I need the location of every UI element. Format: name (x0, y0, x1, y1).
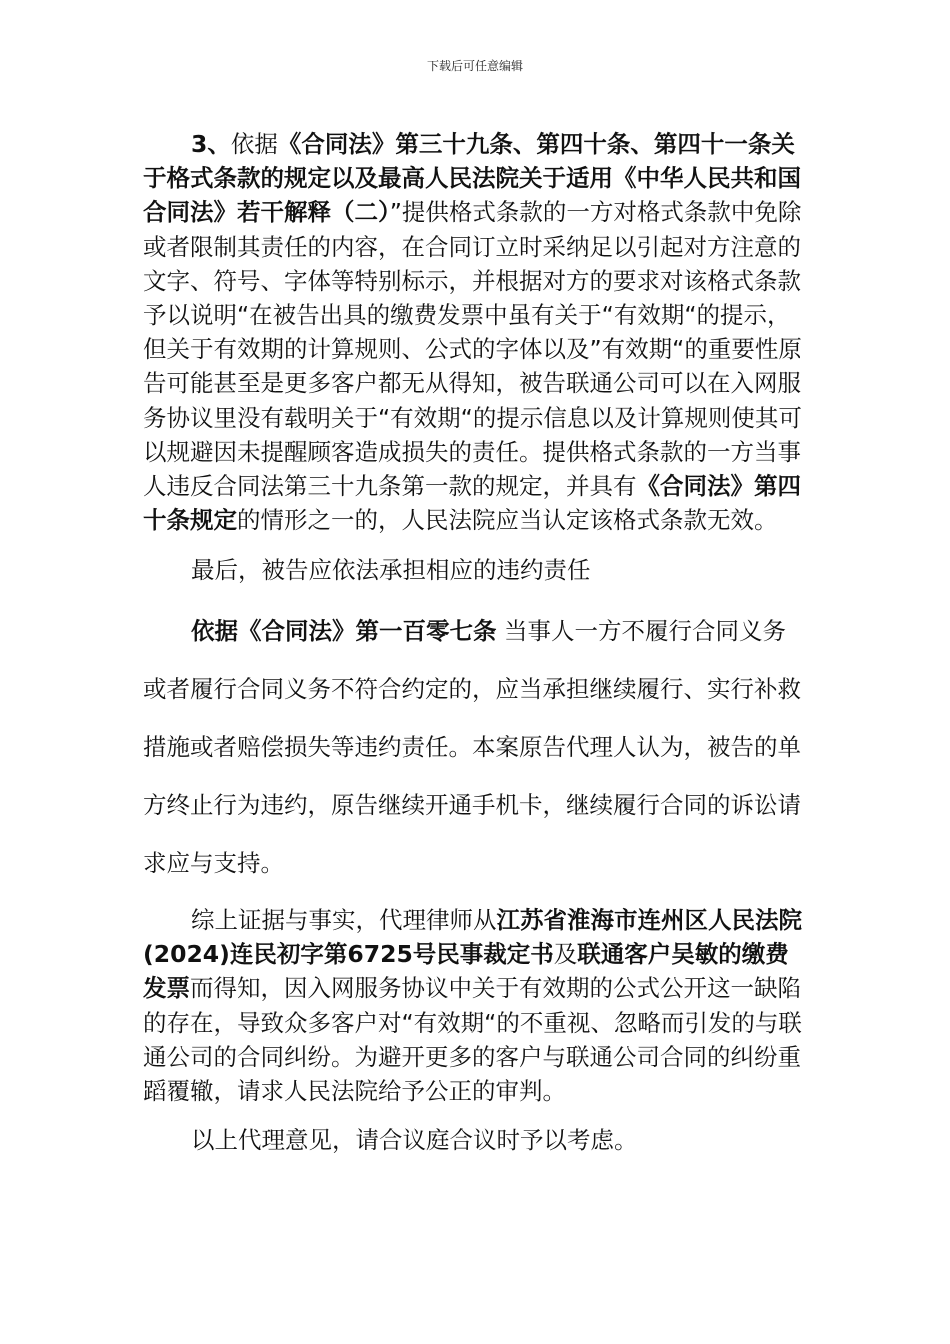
paragraph-format-clause (143, 127, 807, 537)
paragraph-liability (143, 553, 807, 587)
text-run: 最后，被告应依法承担相应的违约责任 (191, 556, 591, 584)
paragraph-closing (143, 1123, 807, 1157)
text-run: 当事人一方不履行合同义务或者履行合同义务不符合约定的，应当承担继续履行、实行补救措施或者赔偿损失等违约责任。本案原告代理人认为，被告的单方终止行为违约，原告继续开通手机卡，继续履行合同的诉讼请求应与支持。 (143, 617, 801, 877)
paragraph-article-107 (143, 602, 807, 892)
court-ruling-reference: 江苏省淮海市连州区人民法院(2024)连民初字第6725号民事裁定书 (143, 906, 802, 969)
law-citation: 《合同法》第四十条规定 (143, 472, 801, 535)
page-header: 下载后可任意编辑 (426, 59, 523, 73)
text-run: 的情形之一的，人民法院应当认定该格式条款无效。 (237, 506, 778, 535)
text-run: 而得知，因入网服务协议中关于有效期的公式公开这一缺陷的存在，导致众多客户对“有效期“的不重视、忽略而引发的与联通公司的合同纠纷。为避开更多的客户与联通公司合同的纠纷重蹈覆辙，请求人民法院给予公正的审判。 (143, 974, 802, 1106)
invoice-reference: 联通客户吴敏的缴费发票 (143, 940, 789, 1003)
text-run: ”提供格式条款的一方对格式条款中免除或者限制其责任的内容，在合同订立时采纳足以引起对方注意的文字、符号、字体等特别标示，并根据对方的要求对该格式条款予以说明“在被告出具的缴费发票中虽有关于“有效期“的提示，但关于有效期的计算规则、公式的字体以及”有效期“的重要性原告可能甚至是更多客户都无从得知，被告联通公司可以在入网服务协议里没有载明关于“有效期“的提示信息以及计算规则使其可以规避因未提醒顾客造成损失的责任。提供格式条款的一方当事人违反合同法第三十九条第一款的规定，并具有 (143, 198, 802, 501)
text-run: 依据 (230, 130, 278, 158)
text-run: 综上证据与事实，代理律师从 (191, 906, 497, 934)
item-number: 3、 (191, 130, 231, 158)
law-citation: 依据《合同法》第一百零七条 (191, 617, 497, 645)
paragraph-conclusion (143, 903, 807, 1108)
text-run: 以上代理意见，请合议庭合议时予以考虑。 (191, 1126, 638, 1154)
law-citation: 《合同法》第三十九条、第四十条、第四十一条关于格式条款的规定以及最高人民法院关于适用《中华人民共和国合同法》若干解释（二） (143, 130, 801, 227)
text-run: 及 (553, 940, 578, 969)
